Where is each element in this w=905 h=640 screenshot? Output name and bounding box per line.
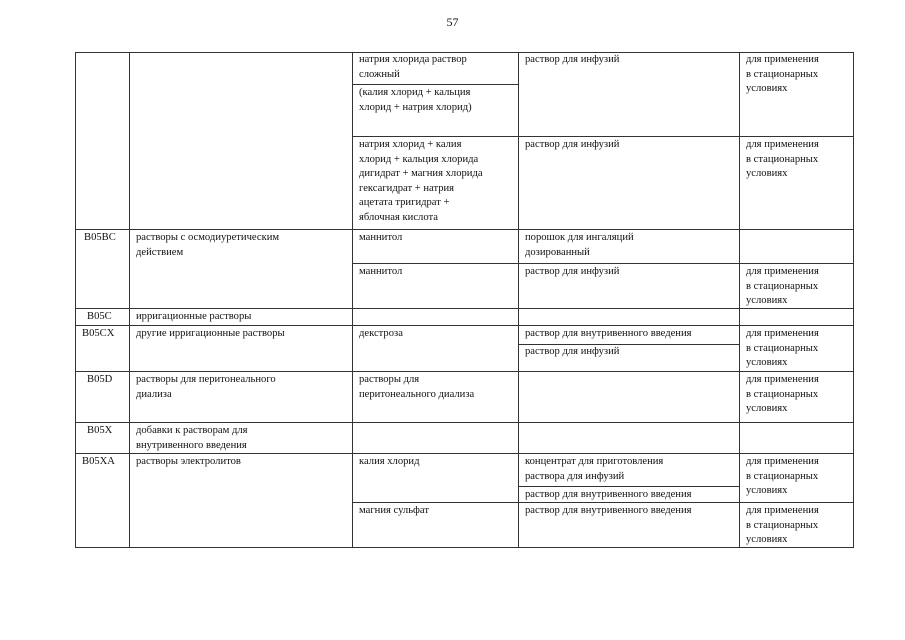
drug-name: декстроза [359,328,403,339]
atc-group: растворы электролитов [136,456,241,467]
drug-name: калия хлорид [359,456,420,467]
atc-code: B05CX [82,328,115,339]
table-border-left [75,52,76,548]
atc-group: добавки к растворам для внутривенного введения [136,425,248,451]
atc-code: B05C [87,311,112,322]
row-divider [352,136,854,137]
atc-code: B05BC [84,232,116,243]
dosage-form: раствор для внутривенного введения [525,505,692,516]
atc-group: ирригационные растворы [136,311,252,322]
row-divider [75,325,854,326]
column-divider [518,52,519,548]
drug-name: магния сульфат [359,505,429,516]
table-border-bottom [75,547,854,548]
usage-note: для применения в стационарных условиях [746,266,819,307]
drug-name: натрия хлорид + калия хлорид + кальция хлорида дигидрат + магния хлорида гексагидрат + натрия ацетата тригидрат + яблочная кислота [359,139,483,223]
column-divider [129,52,130,548]
row-divider [75,308,854,309]
dosage-form: концентрат для приготовления раствора для инфузий [525,456,664,482]
dosage-form: раствор для инфузий [525,54,620,65]
atc-code: B05X [87,425,113,436]
drug-name: натрия хлорида раствор сложный [359,54,467,80]
row-divider [75,422,854,423]
atc-code: B05D [87,374,113,385]
page-number: 57 [446,15,459,29]
usage-note: для применения в стационарных условиях [746,54,819,95]
atc-code: B05XA [82,456,115,467]
atc-group: другие ирригационные растворы [136,328,285,339]
row-divider [75,371,854,372]
dosage-form: раствор для внутривенного введения [525,489,692,500]
dosage-form: порошок для ингаляций дозированный [525,232,634,258]
atc-group: растворы для перитонеального диализа [136,374,276,400]
usage-note: для применения в стационарных условиях [746,139,819,180]
usage-note: для применения в стационарных условиях [746,374,819,415]
row-divider [518,486,739,487]
usage-note: для применения в стационарных условиях [746,456,819,497]
dosage-form: раствор для внутривенного введения [525,328,692,339]
drug-name: маннитол [359,266,403,277]
drug-table [75,52,854,548]
drug-name: растворы для перитонеального диализа [359,374,475,400]
dosage-form: раствор для инфузий [525,139,620,150]
column-divider [739,52,740,548]
atc-group: растворы с осмодиуретическим действием [136,232,280,258]
row-divider [352,263,854,264]
dosage-form: раствор для инфузий [525,266,620,277]
table-border-right [853,52,854,548]
dosage-form: раствор для инфузий [525,346,620,357]
usage-note: для применения в стационарных условиях [746,328,819,369]
row-divider [75,229,854,230]
drug-name: маннитол [359,232,403,243]
drug-name-detail: (калия хлорид + кальция хлорид + натрия хлорид) [359,87,472,113]
column-divider [352,52,353,548]
row-divider [352,84,518,85]
usage-note: для применения в стационарных условиях [746,505,819,546]
